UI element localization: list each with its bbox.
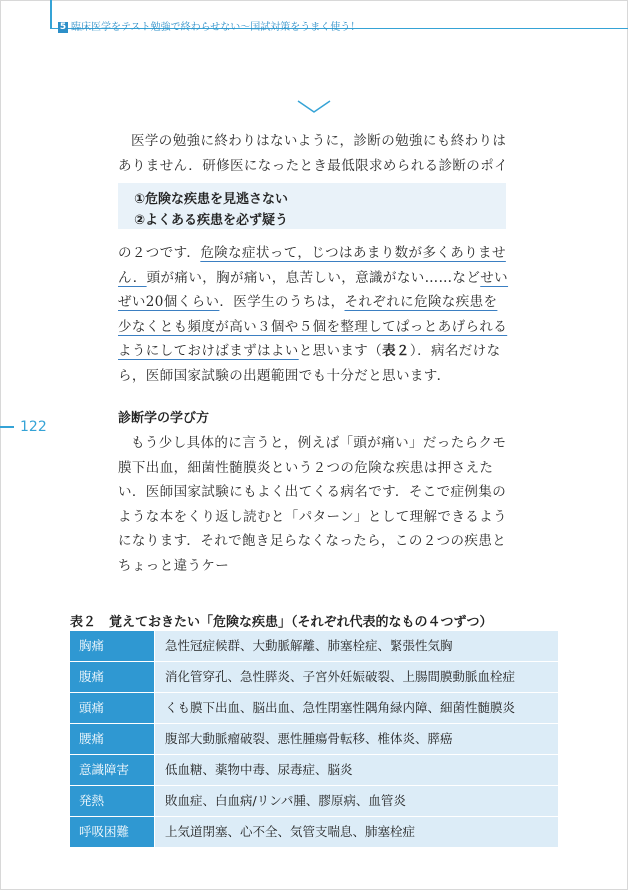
underlined-text: せいぜい20個くらい <box>118 269 509 310</box>
chapter-number-badge: 5 <box>59 22 67 32</box>
key-point-1: ①危険な疾患を見逃さない <box>134 192 289 207</box>
dangerous-diseases-table <box>70 631 558 848</box>
table-row <box>70 693 558 724</box>
page-number-text: 122 <box>20 419 47 435</box>
text-span: 頭が痛い，胸が痛い，息苦しい，意識がない……など <box>146 269 481 286</box>
diseases-cell: 低血糖、薬物中毒、尿毒症、脳炎 <box>155 755 558 785</box>
key-points-box <box>118 183 506 229</box>
chapter-title: 臨床医学をテスト勉強で終わらせない〜国試対策をうまく使う！ <box>71 22 361 33</box>
diseases-cell: 上気道閉塞、心不全、気管支喘息、肺塞栓症 <box>155 817 558 847</box>
table-row <box>70 724 558 755</box>
symptom-cell: 発熱 <box>70 786 154 816</box>
table-row <box>70 662 558 693</box>
table-row <box>70 755 558 786</box>
diseases-cell: 消化管穿孔、急性膵炎、子宮外妊娠破裂、上腸間膜動脈血栓症 <box>155 662 558 692</box>
symptom-cell: 頭痛 <box>70 693 154 723</box>
text-span: ）．病名だけなら，医師国家試験の出題範囲でも十分だと思います． <box>118 343 501 384</box>
diseases-cell: 腹部大動脈瘤破裂、悪性腫瘍骨転移、椎体炎、膵癌 <box>155 724 558 754</box>
symptom-cell: 胸痛 <box>70 631 154 661</box>
section-heading: 診断学の学び方 <box>118 411 210 426</box>
explanation-paragraph <box>118 241 510 388</box>
table-row <box>70 817 558 848</box>
page-number-dash <box>0 426 14 428</box>
underlined-text: それぞれに危険な疾患を少なくとも頻度が高い３個や５個を整理してぱっとあげられるようにしておけばまずはよい <box>118 294 508 359</box>
text-span: ．医学生のうちは， <box>219 294 345 310</box>
underlined-text: 危険な症状って，じつはあまり数が多くありません． <box>118 245 506 286</box>
diseases-cell: 敗血症、白血病/リンパ腫、膠原病、血管炎 <box>155 786 558 816</box>
chevron-down-icon <box>296 99 332 115</box>
symptom-cell: 腹痛 <box>70 662 154 692</box>
table-row <box>70 786 558 817</box>
symptom-cell: 腰痛 <box>70 724 154 754</box>
intro-paragraph: 医学の勉強に終わりはないように，診断の勉強にも終わりはありません．研修医になったとき最低限求められる診断のポイ <box>118 133 509 174</box>
page-number <box>0 419 47 435</box>
symptom-cell: 意識障害 <box>70 755 154 785</box>
side-rule <box>50 0 52 28</box>
diseases-cell: 急性冠症候群、大動脈解離、肺塞栓症、緊張性気胸 <box>155 631 558 661</box>
key-point-2: ②よくある疾患を必ず疑う <box>134 213 289 228</box>
table-reference: 表２ <box>382 343 410 359</box>
diseases-cell: くも膜下出血、脳出血、急性閉塞性隅角緑内障、細菌性髄膜炎 <box>155 693 558 723</box>
table-row <box>70 631 558 662</box>
table-caption: 表２ 覚えておきたい「危険な疾患」（それぞれ代表的なもの４つずつ） <box>70 615 493 630</box>
text-span: の２つです． <box>118 245 201 261</box>
method-paragraph: もう少し具体的に言うと，例えば「頭が痛い」だったらクモ膜下出血，細菌性髄膜炎という２つの危険な疾患は押さえたい．医師国家試験にもよく出てくる病名です．そこで症例集のような本をくり返し読むと「パターン」として理解できるようになります．それで飽き足らなくなったら，この２つの疾患とちょっと違うケー <box>118 435 507 574</box>
symptom-cell: 呼吸困難 <box>70 817 154 847</box>
text-span: と思います（ <box>298 343 383 359</box>
